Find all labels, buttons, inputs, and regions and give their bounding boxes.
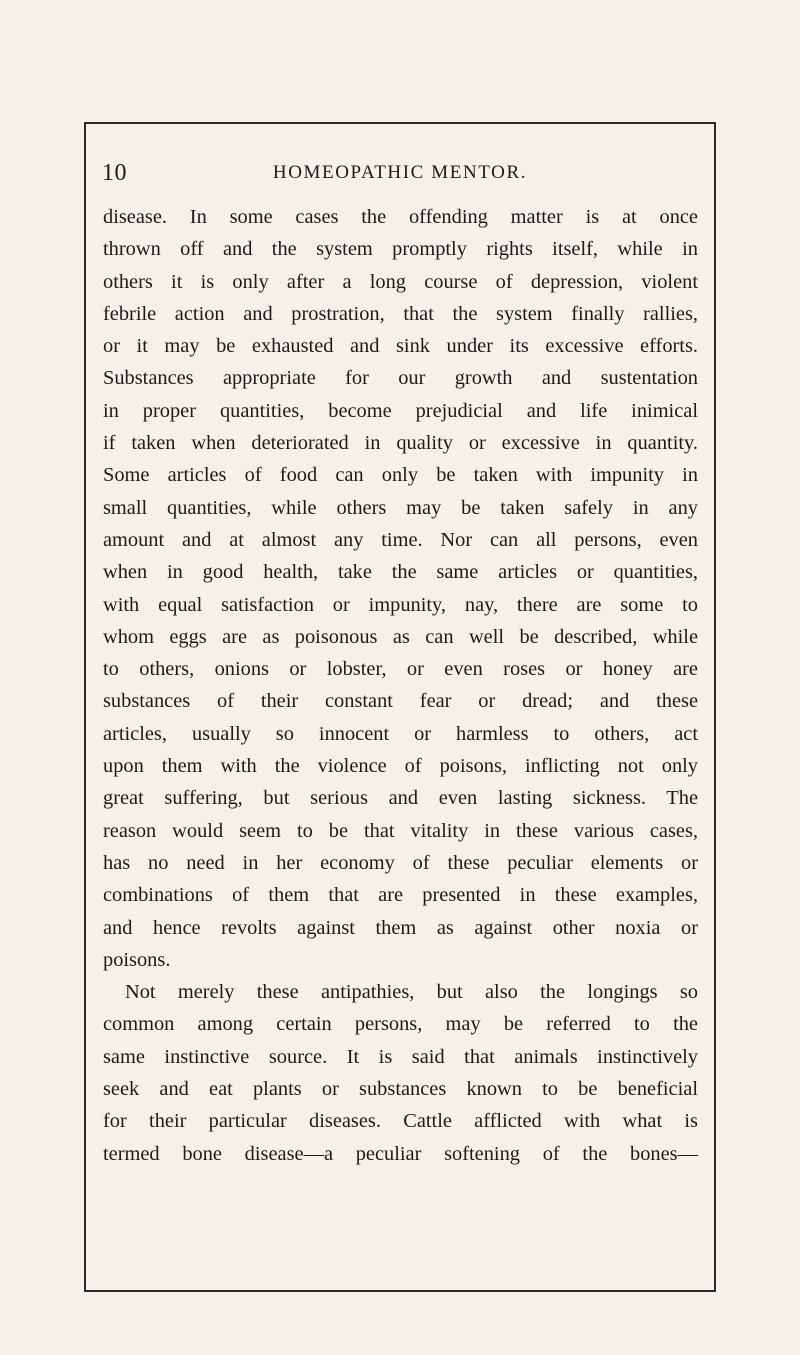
text-line: in proper quantities, become prejudicial and life inimical <box>103 399 698 422</box>
text-line: with equal satisfaction or impunity, nay, there are some to <box>103 593 698 616</box>
text-line: or it may be exhausted and sink under its excessive efforts. <box>103 335 698 358</box>
text-line: seek and eat plants or substances known to be beneficial <box>103 1078 698 1101</box>
text-line: great suffering, but serious and even lasting sickness. The <box>103 787 698 810</box>
text-line: common among certain persons, may be referred to the <box>103 1013 698 1036</box>
text-line: Substances appropriate for our growth and sustentation <box>103 367 698 390</box>
text-line: reason would seem to be that vitality in these various cases, <box>103 819 698 842</box>
paragraph-2 <box>103 976 698 1170</box>
text-line: amount and at almost any time. Nor can all persons, even <box>103 528 698 551</box>
text-line: Not merely these antipathies, but also the longings so <box>125 981 698 1004</box>
running-head <box>84 160 716 190</box>
text-line: and hence revolts against them as against other noxia or <box>103 916 698 939</box>
text-line: Some articles of food can only be taken with impunity in <box>103 464 698 487</box>
page-number: 10 <box>102 160 127 186</box>
text-line: thrown off and the system promptly rights itself, while in <box>103 238 698 261</box>
running-title: HOMEOPATHIC MENTOR. <box>272 162 528 183</box>
text-line: whom eggs are as poisonous as can well be described, while <box>103 625 698 648</box>
text-line: substances of their constant fear or dread; and these <box>103 690 698 713</box>
text-line: for their particular diseases. Cattle afflicted with what is <box>103 1110 698 1133</box>
body-text <box>103 201 698 1170</box>
text-line: febrile action and prostration, that the system finally rallies, <box>103 302 698 325</box>
text-line: small quantities, while others may be taken safely in any <box>103 496 698 519</box>
paragraph-1 <box>103 201 698 976</box>
text-line: has no need in her economy of these peculiar elements or <box>103 851 698 874</box>
text-line: poisons. <box>103 948 171 971</box>
text-line: if taken when deteriorated in quality or excessive in quantity. <box>103 432 698 455</box>
text-line: when in good health, take the same articles or quantities, <box>103 561 698 584</box>
text-line: upon them with the violence of poisons, inflicting not only <box>103 755 698 778</box>
text-line: same instinctive source. It is said that animals instinctively <box>103 1045 698 1068</box>
text-line: others it is only after a long course of depression, violent <box>103 270 698 293</box>
text-line: to others, onions or lobster, or even roses or honey are <box>103 658 698 681</box>
text-line: termed bone disease—a peculiar softening of the bones— <box>103 1142 698 1165</box>
text-line: combinations of them that are presented in these examples, <box>103 884 698 907</box>
text-line: disease. In some cases the offending matter is at once <box>103 206 698 228</box>
text-line: articles, usually so innocent or harmless to others, act <box>103 722 698 745</box>
